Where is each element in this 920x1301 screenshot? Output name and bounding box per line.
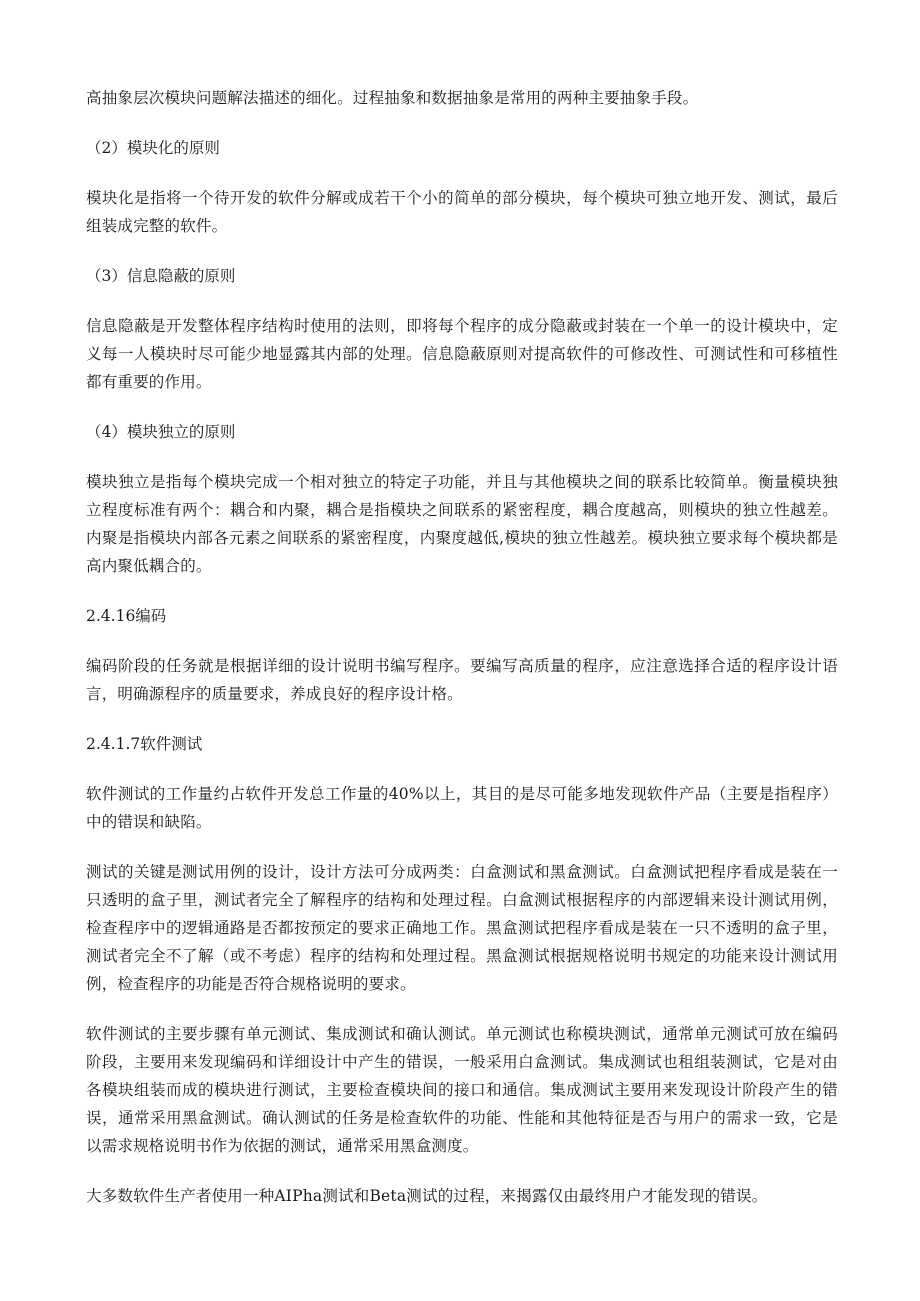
heading-software-testing: 2.4.1.7软件测试: [86, 735, 203, 753]
paragraph-module-independence: 模块独立是指每个模块完成一个相对独立的特定子功能，并且与其他模块之间的联系比较简单。衡量模块独立程度标准有两个：耦合和内聚，耦合是指模块之间联系的紧密程度，耦合度越高，则模块的独立性越差。内聚是指模块内部各元素之间联系的紧密程度，内聚度越低,模块的独立性越差。模块独立要求每个模块都是高内聚低耦合的。: [86, 473, 838, 575]
paragraph-modularity: 模块化是指将一个待开发的软件分解或成若干个小的简单的部分模块，每个模块可独立地开发、测试，最后组装成完整的软件。: [86, 189, 838, 235]
paragraph-abstraction: 高抽象层次模块问题解法描述的细化。过程抽象和数据抽象是常用的两种主要抽象手段。: [86, 89, 699, 107]
paragraph-testing-workload: 软件测试的工作量约占软件开发总工作量的40%以上，其目的是尽可能多地发现软件产品（主要是指程序）中的错误和缺陷。: [86, 785, 838, 831]
heading-information-hiding: （3）信息隐蔽的原则: [86, 267, 236, 285]
paragraph-testing-steps: 软件测试的主要步骤有单元测试、集成测试和确认测试。单元测试也称模块测试，通常单元测试可放在编码阶段，主要用来发现编码和详细设计中产生的错误，一般采用白盒测试。集成测试也租组装测试，它是对由各模块组装而成的模块进行测试，主要检查模块间的接口和通信。集成测试主要用来发现设计阶段产生的错误，通常采用黑盒测试。确认测试的任务是检查软件的功能、性能和其他特征是否与用户的需求一致，它是以需求规格说明书作为依据的测试，通常采用黑盒测度。: [86, 1025, 838, 1155]
paragraph-test-case-design: 测试的关键是测试用例的设计，设计方法可分成两类：白盒测试和黑盒测试。白盒测试把程序看成是装在一只透明的盒子里，测试者完全了解程序的结构和处理过程。白盒测试根据程序的内部逻辑来设计测试用例，检查程序中的逻辑通路是否都按预定的要求正确地工作。黑盒测试把程序看成是装在一只不透明的盒子里，测试者完全不了解（或不考虑）程序的结构和处理过程。黑盒测试根据规格说明书规定的功能来设计测试用例，检查程序的功能是否符合规格说明的要求。: [86, 863, 838, 993]
paragraph-coding: 编码阶段的任务就是根据详细的设计说明书编写程序。要编写高质量的程序，应注意选择合适的程序设计语言，明确源程序的质量要求，养成良好的程序设计格。: [86, 657, 838, 703]
heading-coding: 2.4.16编码: [86, 607, 167, 625]
heading-modularity: （2）模块化的原则: [86, 139, 220, 157]
heading-module-independence: （4）模块独立的原则: [86, 423, 236, 441]
paragraph-alpha-beta: 大多数软件生产者使用一种AIPha测试和Beta测试的过程，来揭露仅由最终用户才能发现的错误。: [86, 1187, 768, 1205]
paragraph-information-hiding: 信息隐蔽是开发整体程序结构时使用的法则，即将每个程序的成分隐蔽或封装在一个单一的设计模块中，定义每一人模块时尽可能少地显露其内部的处理。信息隐蔽原则对提高软件的可修改性、可测试性和可移植性都有重要的作用。: [86, 317, 838, 391]
document-page: [86, 84, 838, 1210]
